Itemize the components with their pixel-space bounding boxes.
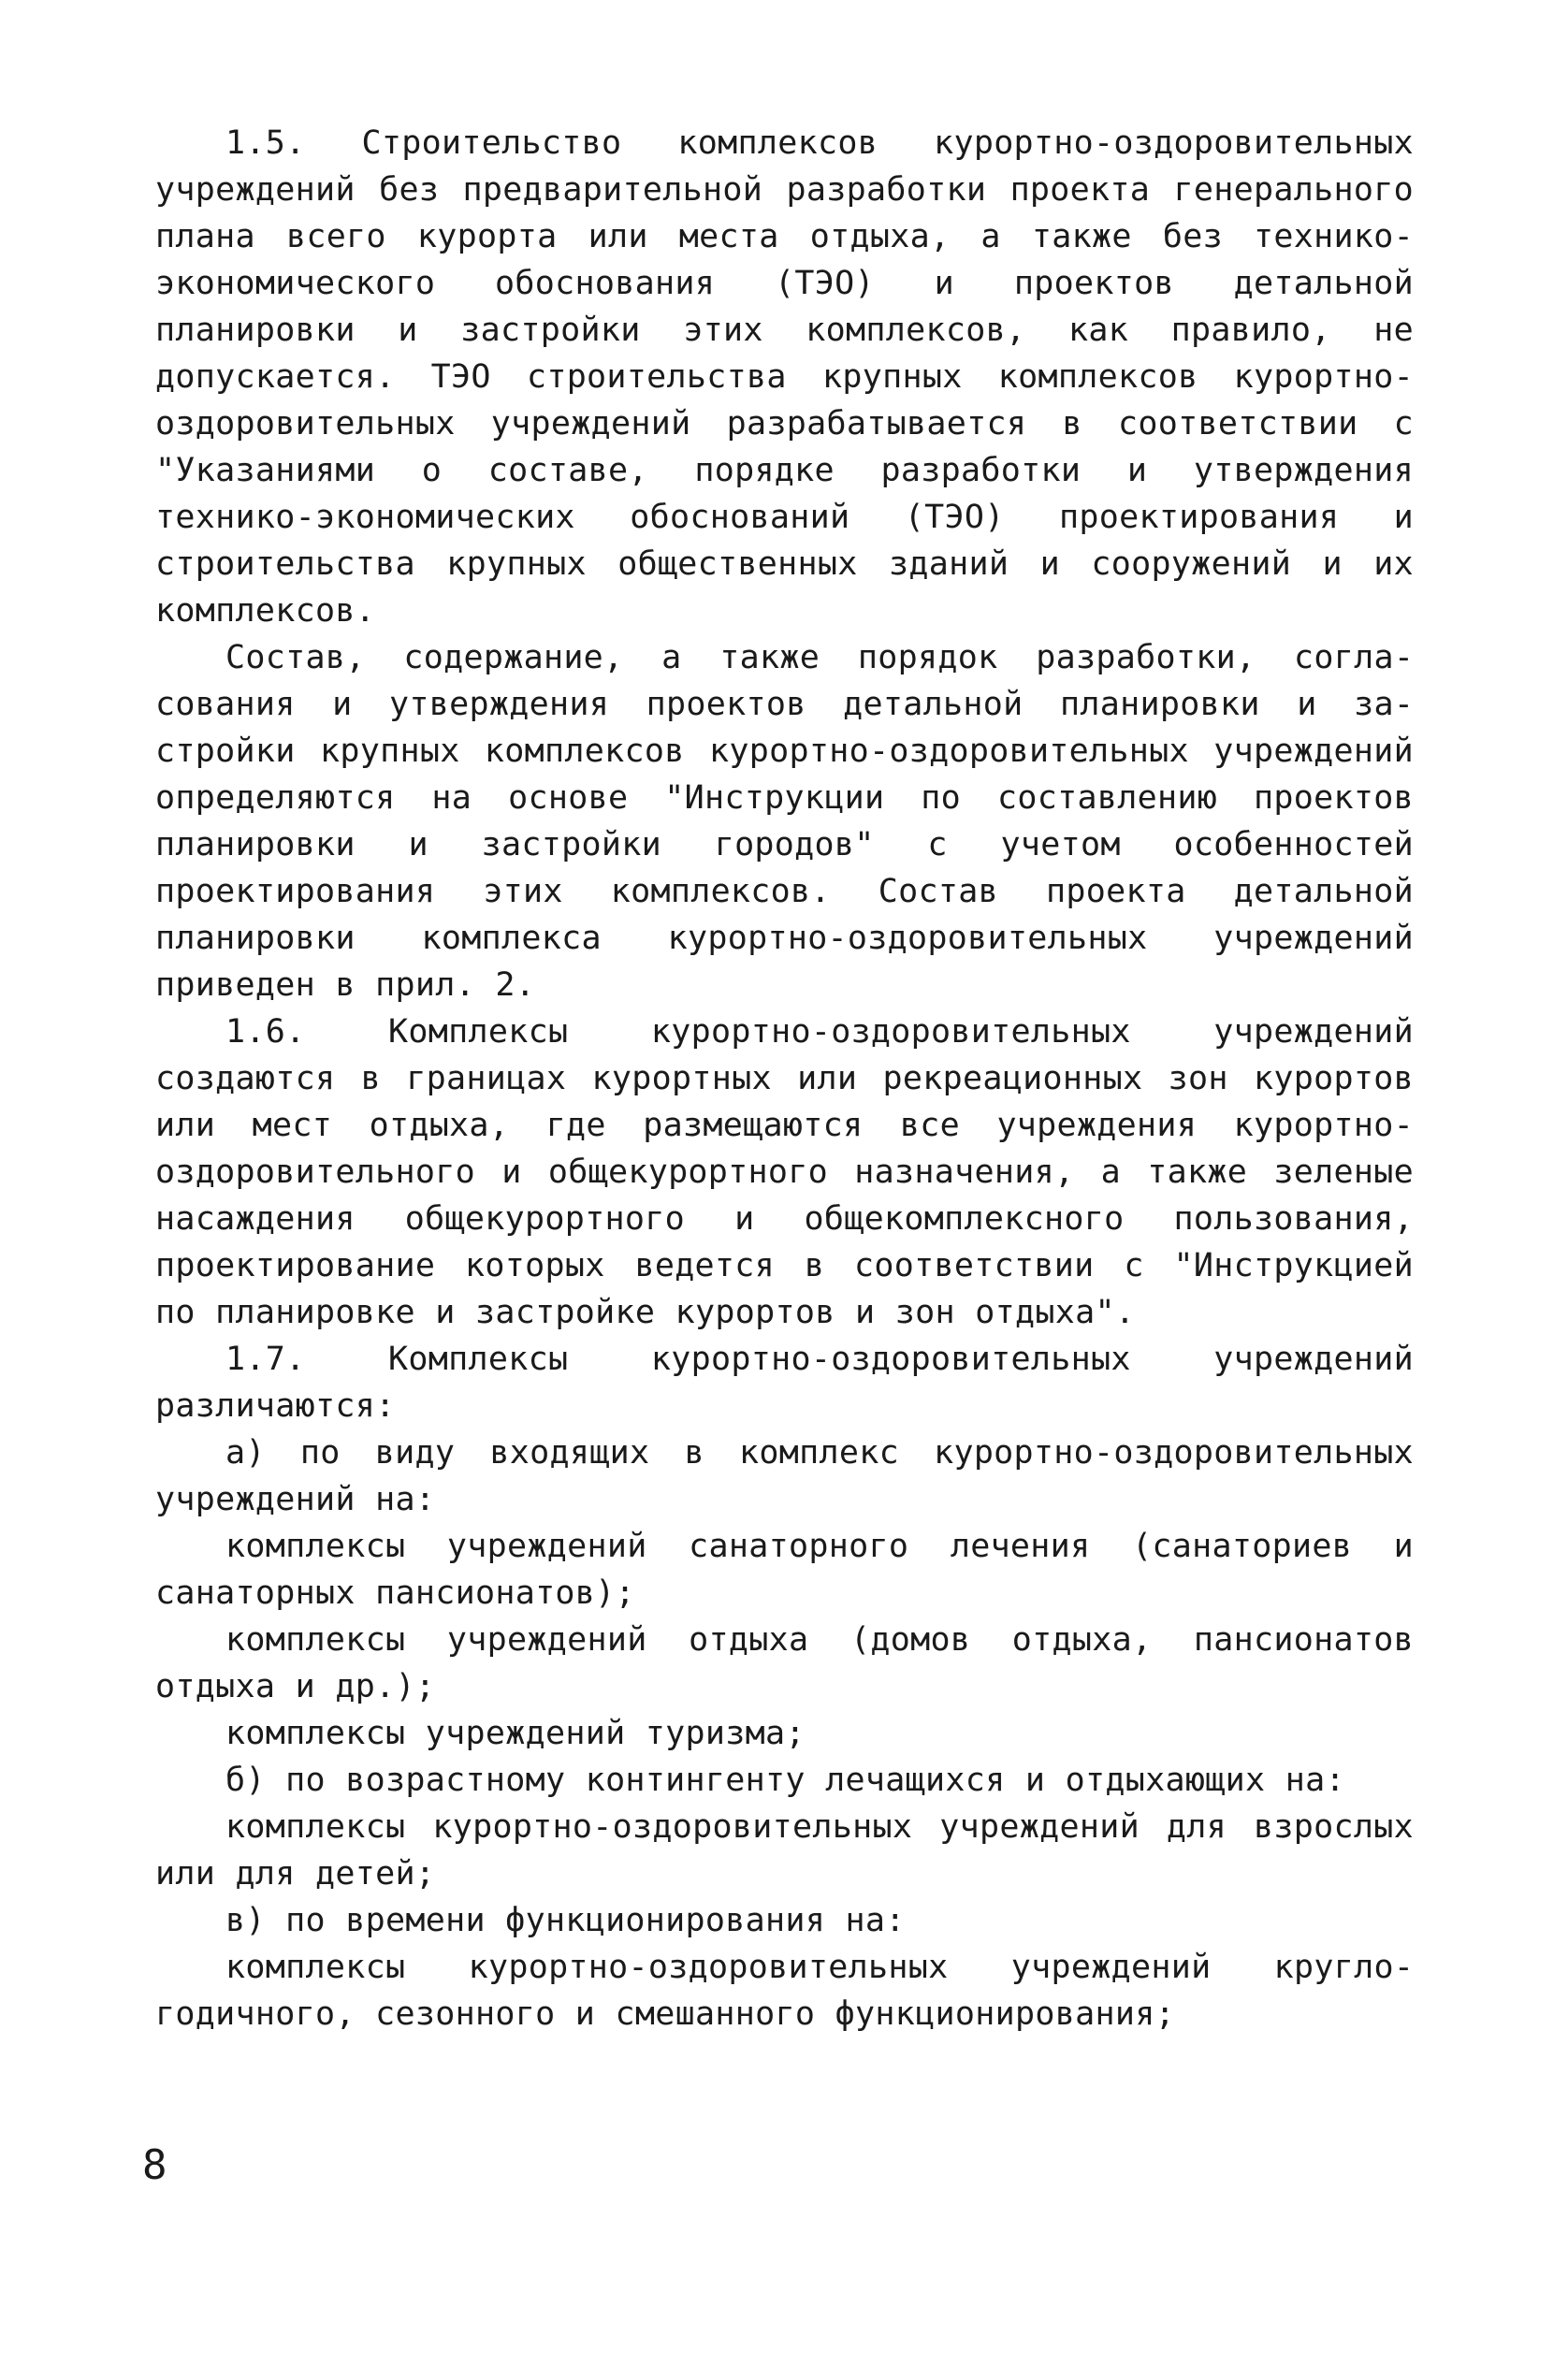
paragraph-1-6: 1.6. Комплексы курортно-оздоровительных учреждений создаются в границах курортных или рекреационных зон курортов или мест отдыха, где размещаются все учреждения курортно-оздоровительного и общекурортного назначения, а также зеленые насаждения общекурортного и общекомплексного пользования, проектирование которых ведется в соответствии с "Инструкцией по планировке и застройке курортов и зон отдыха".: [155, 1013, 1414, 1331]
paragraph-composition: Состав, содержание, а также порядок разработки, согласования и утверждения проектов детальной планировки и застройки крупных комплексов курортно-оздоровительных учреждений определяются на основе "Инструкции по составлению проектов планировки и застройки городов" с учетом особенностей проектирования этих комплексов. Состав проекта детальной планировки комплекса курортно-оздоровительных учреждений приведен в прил. 2.: [155, 639, 1414, 1004]
list-item-sanatorium: комплексы учреждений санаторного лечения (санаториев и санаторных пансионатов);: [155, 1528, 1414, 1612]
list-item-a: а) по виду входящих в комплекс курортно-оздоровительных учреждений на:: [155, 1434, 1414, 1518]
list-item-adults-children: комплексы курортно-оздоровительных учреждений для взрослых или для детей;: [155, 1808, 1414, 1893]
list-item-v: в) по времени функционирования на:: [225, 1902, 906, 1939]
list-item-b: б) по возрастному контингенту лечащихся и отдыхающих на:: [225, 1762, 1345, 1799]
paragraph-1-7: 1.7. Комплексы курортно-оздоровительных учреждений различаются:: [155, 1341, 1414, 1425]
page-number: 8: [142, 2141, 167, 2189]
list-item-rest: комплексы учреждений отдыха (домов отдыха, пансионатов отдыха и др.);: [155, 1621, 1414, 1705]
paragraph-1-5: 1.5. Строительство комплексов курортно-оздоровительных учреждений без предварительной разработки проекта генерального плана всего курорта или места отдыха, а также без технико-экономического обоснования (ТЭО) и проектов детальной планировки и застройки этих комплексов, как правило, не допускается. ТЭО строительства крупных комплексов курортно-оздоровительных учреждений разрабатывается в соответствии с "Указаниями о составе, порядке разработки и утверждения технико-экономических обоснований (ТЭО) проектирования и строительства крупных общественных зданий и сооружений и их комплексов.: [155, 124, 1414, 630]
list-item-seasonal: комплексы курортно-оздоровительных учреждений круглогодичного, сезонного и смешанного функционирования;: [155, 1949, 1414, 2033]
body-text: [155, 120, 1414, 2038]
list-item-tourism: комплексы учреждений туризма;: [225, 1715, 806, 1752]
